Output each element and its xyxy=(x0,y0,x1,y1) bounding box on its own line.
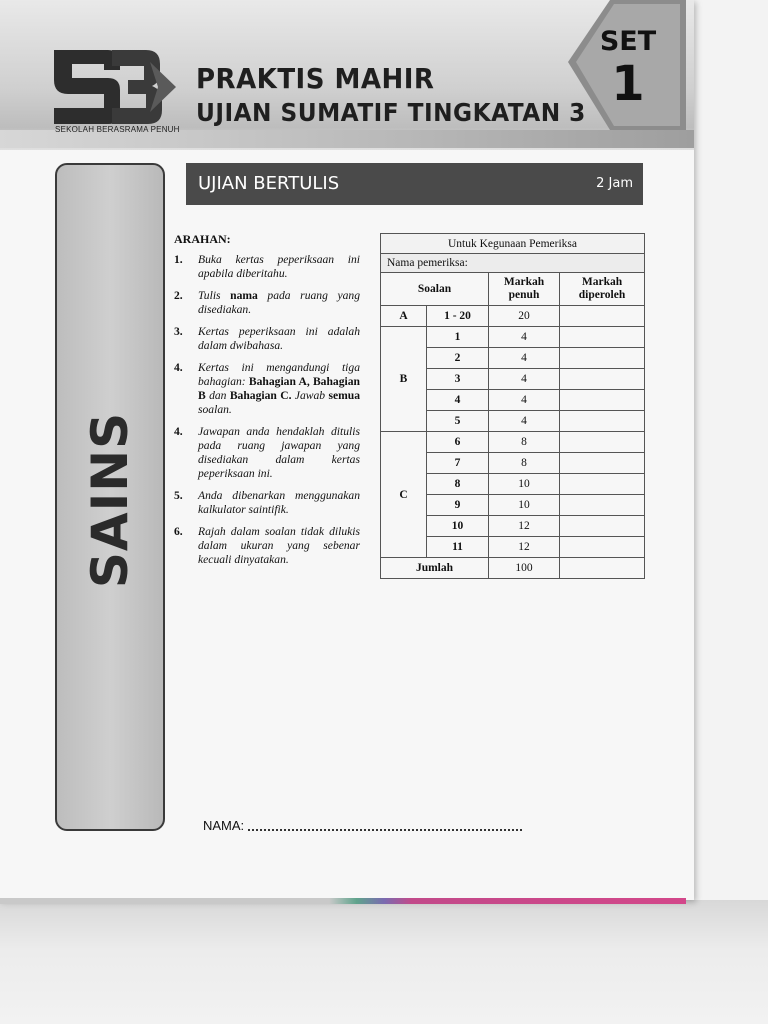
instruction-item xyxy=(174,253,360,281)
question-number: 10 xyxy=(427,516,489,537)
full-marks: 8 xyxy=(489,432,560,453)
question-number: 11 xyxy=(427,537,489,558)
exam-duration: 2 Jam xyxy=(596,176,633,191)
total-full-marks: 100 xyxy=(489,558,560,579)
full-marks: 10 xyxy=(489,474,560,495)
table-row xyxy=(381,432,645,453)
header-soalan: Soalan xyxy=(381,273,489,306)
instruction-text: Kertas ini mengandungi tiga bahagian: Bahagian A, Bahagian B dan Bahagian C. Jawab semua soalan. xyxy=(198,361,360,416)
question-number: 7 xyxy=(427,453,489,474)
marks-obtained-cell[interactable] xyxy=(560,327,645,348)
page-edge-background xyxy=(694,0,768,1024)
marks-obtained-cell[interactable] xyxy=(560,348,645,369)
subject-label: SAINS xyxy=(81,411,139,589)
marks-obtained-cell[interactable] xyxy=(560,537,645,558)
instructions-heading: ARAHAN: xyxy=(174,232,231,246)
full-marks: 10 xyxy=(489,495,560,516)
instructions xyxy=(174,232,360,575)
marks-obtained-cell[interactable] xyxy=(560,306,645,327)
marks-obtained-cell[interactable] xyxy=(560,495,645,516)
full-marks: 4 xyxy=(489,369,560,390)
scan-bottom-shadow xyxy=(0,900,768,1024)
instruction-number: 6. xyxy=(174,525,183,538)
instruction-number: 4. xyxy=(174,361,183,374)
series-subtitle: UJIAN SUMATIF TINGKATAN 3 xyxy=(196,98,586,127)
marks-obtained-cell[interactable] xyxy=(560,432,645,453)
question-number: 4 xyxy=(427,390,489,411)
exam-title-bar xyxy=(186,163,643,205)
instruction-item xyxy=(174,325,360,353)
full-marks: 12 xyxy=(489,516,560,537)
question-number: 5 xyxy=(427,411,489,432)
instruction-text: Buka kertas peperiksaan ini apabila diberitahu. xyxy=(198,253,360,280)
marks-obtained-cell[interactable] xyxy=(560,453,645,474)
examiner-name-field[interactable]: Nama pemeriksa: xyxy=(381,254,645,273)
full-marks: 4 xyxy=(489,411,560,432)
question-number: 1 xyxy=(427,327,489,348)
instruction-number: 4. xyxy=(174,425,183,438)
table-title: Untuk Kegunaan Pemeriksa xyxy=(381,234,645,254)
section-a-label: A xyxy=(381,306,427,327)
table-total-row xyxy=(381,558,645,579)
question-number: 3 xyxy=(427,369,489,390)
instruction-text: Anda dibenarkan menggunakan kalkulator saintifik. xyxy=(198,489,360,516)
question-number: 8 xyxy=(427,474,489,495)
instruction-number: 3. xyxy=(174,325,183,338)
instruction-item xyxy=(174,361,360,417)
instruction-item xyxy=(174,489,360,517)
question-number: 6 xyxy=(427,432,489,453)
question-number: 9 xyxy=(427,495,489,516)
section-c-label: C xyxy=(381,432,427,558)
full-marks: 4 xyxy=(489,327,560,348)
exam-title: UJIAN BERTULIS xyxy=(198,173,340,194)
full-marks: 20 xyxy=(489,306,560,327)
set-label: SET xyxy=(599,26,657,57)
question-number: 2 xyxy=(427,348,489,369)
table-row xyxy=(381,306,645,327)
section-b-label: B xyxy=(381,327,427,432)
full-marks: 8 xyxy=(489,453,560,474)
marks-obtained-cell[interactable] xyxy=(560,369,645,390)
binding-color-strip xyxy=(0,898,686,904)
marks-obtained-cell[interactable] xyxy=(560,516,645,537)
marks-obtained-cell[interactable] xyxy=(560,411,645,432)
instruction-number: 5. xyxy=(174,489,183,502)
instruction-text: Jawapan anda hendaklah ditulis pada ruang jawapan yang disediakan dalam kertas peperiksaan ini. xyxy=(198,425,360,480)
instruction-number: 2. xyxy=(174,289,183,302)
instruction-item xyxy=(174,525,360,567)
header-markah-penuh: Markah penuh xyxy=(489,273,560,306)
total-obtained-cell[interactable] xyxy=(560,558,645,579)
instruction-text: Rajah dalam soalan tidak dilukis dalam ukuran yang sebenar kecuali dinyatakan. xyxy=(198,525,360,566)
examiner-score-table xyxy=(380,233,645,579)
instruction-number: 1. xyxy=(174,253,183,266)
series-title: PRAKTIS MAHIR xyxy=(196,62,435,95)
name-input-line[interactable] xyxy=(248,817,522,831)
marks-obtained-cell[interactable] xyxy=(560,474,645,495)
logo-caption: SEKOLAH BERASRAMA PENUH xyxy=(55,125,180,134)
full-marks: 12 xyxy=(489,537,560,558)
instruction-item xyxy=(174,289,360,317)
name-label: NAMA: xyxy=(203,818,245,833)
full-marks: 4 xyxy=(489,348,560,369)
instruction-item xyxy=(174,425,360,481)
total-label: Jumlah xyxy=(381,558,489,579)
instruction-text: Tulis nama pada ruang yang disediakan. xyxy=(198,289,360,316)
full-marks: 4 xyxy=(489,390,560,411)
header-markah-diperoleh: Markah diperoleh xyxy=(560,273,645,306)
set-number: 1 xyxy=(611,56,645,112)
sbp-logo xyxy=(50,42,180,132)
question-range: 1 - 20 xyxy=(427,306,489,327)
marks-obtained-cell[interactable] xyxy=(560,390,645,411)
instruction-text: Kertas peperiksaan ini adalah dalam dwibahasa. xyxy=(198,325,360,352)
table-row xyxy=(381,327,645,348)
